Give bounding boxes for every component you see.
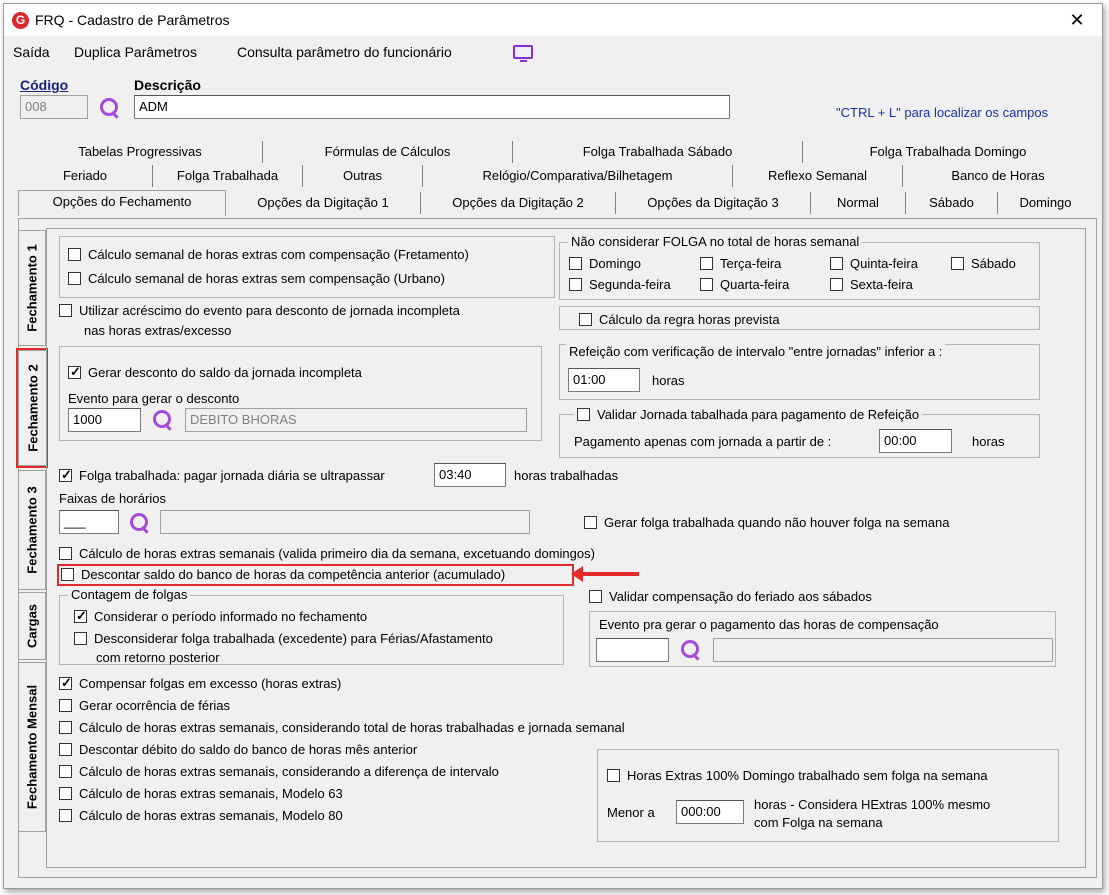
checkbox-semanal-urbano[interactable] [68,271,445,286]
checkbox-label: Cálculo de horas extras semanais, Modelo 63 [79,786,343,801]
checkbox-label: Gerar ocorrência de férias [79,698,231,713]
group-title: Não considerar FOLGA no total de horas semanal [568,234,862,249]
checkbox-label: Domingo [589,256,642,271]
folga-trabalhada-field[interactable]: 03:40 [434,463,506,487]
checkbox-label: Compensar folgas em excesso (horas extras) [79,676,342,691]
checkbox-box[interactable] [700,278,713,291]
tab-opcoes-digitacao-2[interactable]: Opções da Digitação 2 [421,192,616,214]
checkbox-box[interactable] [59,743,72,756]
app-logo-icon: G [12,12,29,29]
menu-duplica-parametros[interactable]: Duplica Parâmetros [74,44,197,60]
checkbox-box[interactable] [74,632,87,645]
tab-folga-sabado[interactable]: Folga Trabalhada Sábado [513,141,803,163]
checkbox-validar-feriado[interactable] [589,589,872,604]
checkbox-diferenca-intervalo[interactable] [59,764,499,779]
menu-consulta-parametro[interactable]: Consulta parâmetro do funcionário [237,44,452,60]
checkbox-box[interactable] [579,313,592,326]
vtab-fechamento-1[interactable] [18,230,46,346]
checkbox-label: Quarta-feira [720,277,790,292]
group-title: Contagem de folgas [68,587,190,602]
checkbox-descontar-debito[interactable] [59,742,417,757]
checkbox-box[interactable] [700,257,713,270]
checkbox-acrescimo[interactable] [59,303,460,318]
checkbox-box[interactable] [59,765,72,778]
checkbox-label: Folga trabalhada: pagar jornada diária se ultrapassar [79,468,385,483]
descricao-label: Descrição [134,77,201,93]
title-bar [4,4,1102,36]
tab-reflexo-semanal[interactable]: Reflexo Semanal [733,165,903,187]
vtab-fechamento-1-label: Fechamento 1 [24,244,40,332]
vtab-cargas[interactable] [18,592,46,660]
main-window [3,3,1103,889]
checkbox-gerar-desconto[interactable] [68,365,362,380]
checkbox-box[interactable] [577,408,590,421]
checkbox-calc-semanais-primeiro-dia[interactable] [59,546,595,561]
checkbox-label: Desconsiderar folga trabalhada (excedente) para Férias/Afastamento [94,631,493,646]
checkbox-validar-jornada[interactable] [574,407,922,422]
checkbox-ocorrencia-ferias[interactable] [59,698,230,713]
checkbox-domingo[interactable] [569,256,641,271]
checkbox-label: Cálculo de horas extras semanais, considerando total de horas trabalhadas e jornada semanal [79,720,625,735]
search-icon[interactable] [680,639,702,661]
checkbox-box[interactable] [607,769,620,782]
checkbox-gerar-folga[interactable] [584,515,949,530]
checkbox-label: Validar compensação do feriado aos sábados [609,589,872,604]
search-icon[interactable] [152,409,174,431]
vtab-fechamento-3-label: Fechamento 3 [24,486,40,574]
checkbox-label: Descontar saldo do banco de horas da competência anterior (acumulado) [81,567,506,582]
annotation-highlight [57,564,574,586]
checkbox-label: Segunda-feira [589,277,671,292]
checkbox-label: Cálculo de horas extras semanais, Modelo 80 [79,808,343,823]
tab-opcoes-fechamento[interactable]: Opções do Fechamento [18,190,226,216]
checkbox-label: Gerar desconto do saldo da jornada incompleta [88,365,362,380]
checkbox-box-checked[interactable] [74,610,87,623]
checkbox-label: Cálculo semanal de horas extras com compensação (Fretamento) [88,247,469,262]
checkbox-box[interactable] [59,699,72,712]
checkbox-considerar-periodo[interactable] [74,609,367,624]
checkbox-folga-trabalhada[interactable] [59,468,385,483]
menu-bar [4,38,1102,62]
horas-trabalhadas-label: horas trabalhadas [514,468,619,483]
menor-a-desc-2: com Folga na semana [754,815,883,830]
evento-desconto-label: Evento para gerar o desconto [68,391,240,406]
checkbox-label: Validar Jornada tabalhada para pagamento de Refeição [597,407,920,422]
checkbox-box-checked[interactable] [59,677,72,690]
checkbox-label: Considerar o período informado no fechamento [94,609,368,624]
checkbox-box[interactable] [569,257,582,270]
close-icon[interactable]: ✕ [1069,10,1085,30]
group-title: Evento pra gerar o pagamento das horas de compensação [596,617,942,632]
tab-domingo[interactable]: Domingo [1019,195,1072,210]
pagamento-field[interactable]: 00:00 [879,429,952,453]
checkbox-box[interactable] [68,248,81,261]
checkbox-label: Cálculo semanal de horas extras sem compensação (Urbano) [88,271,445,286]
annotation-arrow-icon [579,572,639,576]
checkbox-box[interactable] [830,257,843,270]
checkbox-compensar-folgas[interactable] [59,676,341,691]
tab-folga-trabalhada[interactable]: Folga Trabalhada [153,165,303,187]
checkbox-segunda[interactable] [569,277,671,292]
checkbox-desconsiderar-folga[interactable] [74,631,493,646]
checkbox-label: Cálculo de horas extras semanais (valida primeiro dia da semana, excetuando domingos) [79,546,595,561]
checkbox-modelo-80[interactable] [59,808,343,823]
checkbox-box-checked[interactable] [68,366,81,379]
tab-opcoes-digitacao-3[interactable]: Opções da Digitação 3 [616,192,811,214]
tab-row-1 [18,141,1093,163]
tab-tabelas-progressivas[interactable]: Tabelas Progressivas [18,141,263,163]
checkbox-box[interactable] [68,272,81,285]
pagamento-horas-label: horas [972,434,1005,449]
checkbox-sexta[interactable] [830,277,913,292]
vtab-fechamento-2-label: Fechamento 2 [25,364,40,452]
checkbox-terca[interactable] [700,256,781,271]
search-icon[interactable] [129,512,151,534]
tab-opcoes-digitacao-1[interactable]: Opções da Digitação 1 [226,192,421,214]
tab-feriado[interactable]: Feriado [18,165,153,187]
window-title: FRQ - Cadastro de Parâmetros [35,12,230,28]
checkbox-modelo-63[interactable] [59,786,343,801]
checkbox-box[interactable] [59,547,72,560]
checkbox-label: Cálculo de horas extras semanais, considerando a diferença de intervalo [79,764,499,779]
faixas-code-field[interactable]: ___ [59,510,119,534]
evento-compensacao-code[interactable] [596,638,669,662]
checkbox-label: Terça-feira [720,256,782,271]
evento-compensacao-desc [713,638,1053,662]
checkbox-regra-prevista[interactable] [579,312,780,327]
checkbox-quinta[interactable] [830,256,918,271]
checkbox-box[interactable] [830,278,843,291]
checkbox-box-checked[interactable] [59,469,72,482]
tab-formulas-calculos[interactable]: Fórmulas de Cálculos [263,141,513,163]
tab-row-2 [18,165,1093,187]
checkbox-label: Horas Extras 100% Domingo trabalhado sem folga na semana [627,768,988,783]
vtab-fechamento-2[interactable] [18,350,46,466]
checkbox-quarta[interactable] [700,277,789,292]
evento-desconto-code[interactable]: 1000 [68,408,141,432]
checkbox-acrescimo-label-2: nas horas extras/excesso [84,323,232,338]
checkbox-sabado[interactable] [951,256,1016,271]
vtab-fechamento-mensal-label: Fechamento Mensal [24,684,40,810]
menor-a-field[interactable]: 000:00 [676,800,744,824]
checkbox-label: Utilizar acréscimo do evento para desconto de jornada incompleta [79,303,460,318]
tab-relogio[interactable]: Relógio/Comparativa/Bilhetagem [423,165,733,187]
vtab-cargas-label: Cargas [24,603,40,649]
menor-a-desc-1: horas - Considera HExtras 100% mesmo [754,797,991,812]
codigo-label: Código [20,77,69,93]
checkbox-box[interactable] [59,809,72,822]
descricao-field[interactable]: ADM [134,95,730,119]
checkbox-box[interactable] [569,278,582,291]
pagamento-label: Pagamento apenas com jornada a partir de : [574,434,832,449]
tab-outras[interactable]: Outras [303,165,423,187]
checkbox-semanal-fretamento[interactable] [68,247,469,262]
checkbox-box[interactable] [59,304,72,317]
checkbox-total-horas[interactable] [59,720,625,735]
vtab-fechamento-3[interactable] [18,470,46,590]
checkbox-box[interactable] [59,721,72,734]
tab-banco-horas[interactable]: Banco de Horas [951,168,1045,183]
group-title: Refeição com verificação de intervalo "entre jornadas" inferior a : [566,344,945,359]
codigo-field[interactable]: 008 [20,95,88,119]
tab-normal[interactable]: Normal [811,192,906,214]
vtab-fechamento-mensal[interactable] [18,662,46,832]
checkbox-box[interactable] [589,590,602,603]
tab-folga-domingo[interactable]: Folga Trabalhada Domingo [869,144,1027,159]
tab-sabado[interactable]: Sábado [906,192,998,214]
semanal-group [59,236,555,298]
tab-row-3 [18,192,1093,214]
refeicao-horas-label: horas [652,373,685,388]
checkbox-box[interactable] [59,787,72,800]
checkbox-desconsiderar-label-2: com retorno posterior [96,650,220,665]
menu-saida[interactable]: Saída [13,44,50,60]
faixas-desc-field [160,510,530,534]
checkbox-horas-extras-100[interactable] [607,768,988,783]
checkbox-label: Gerar folga trabalhada quando não houver folga na semana [604,515,950,530]
faixas-label: Faixas de horários [59,491,166,506]
monitor-icon[interactable] [513,45,533,59]
menor-a-label: Menor a [607,805,655,820]
checkbox-label: Sexta-feira [850,277,913,292]
checkbox-label: Descontar débito do saldo do banco de horas mês anterior [79,742,418,757]
checkbox-label: Cálculo da regra horas prevista [599,312,780,327]
checkbox-label: Sábado [971,256,1016,271]
checkbox-box[interactable] [951,257,964,270]
refeicao-intervalo-field[interactable]: 01:00 [568,368,640,392]
evento-desconto-desc: DEBITO BHORAS [185,408,527,432]
checkbox-label: Quinta-feira [850,256,918,271]
hint-text: "CTRL + L" para localizar os campos [836,105,1049,120]
search-icon[interactable] [99,97,121,119]
checkbox-box[interactable] [584,516,597,529]
